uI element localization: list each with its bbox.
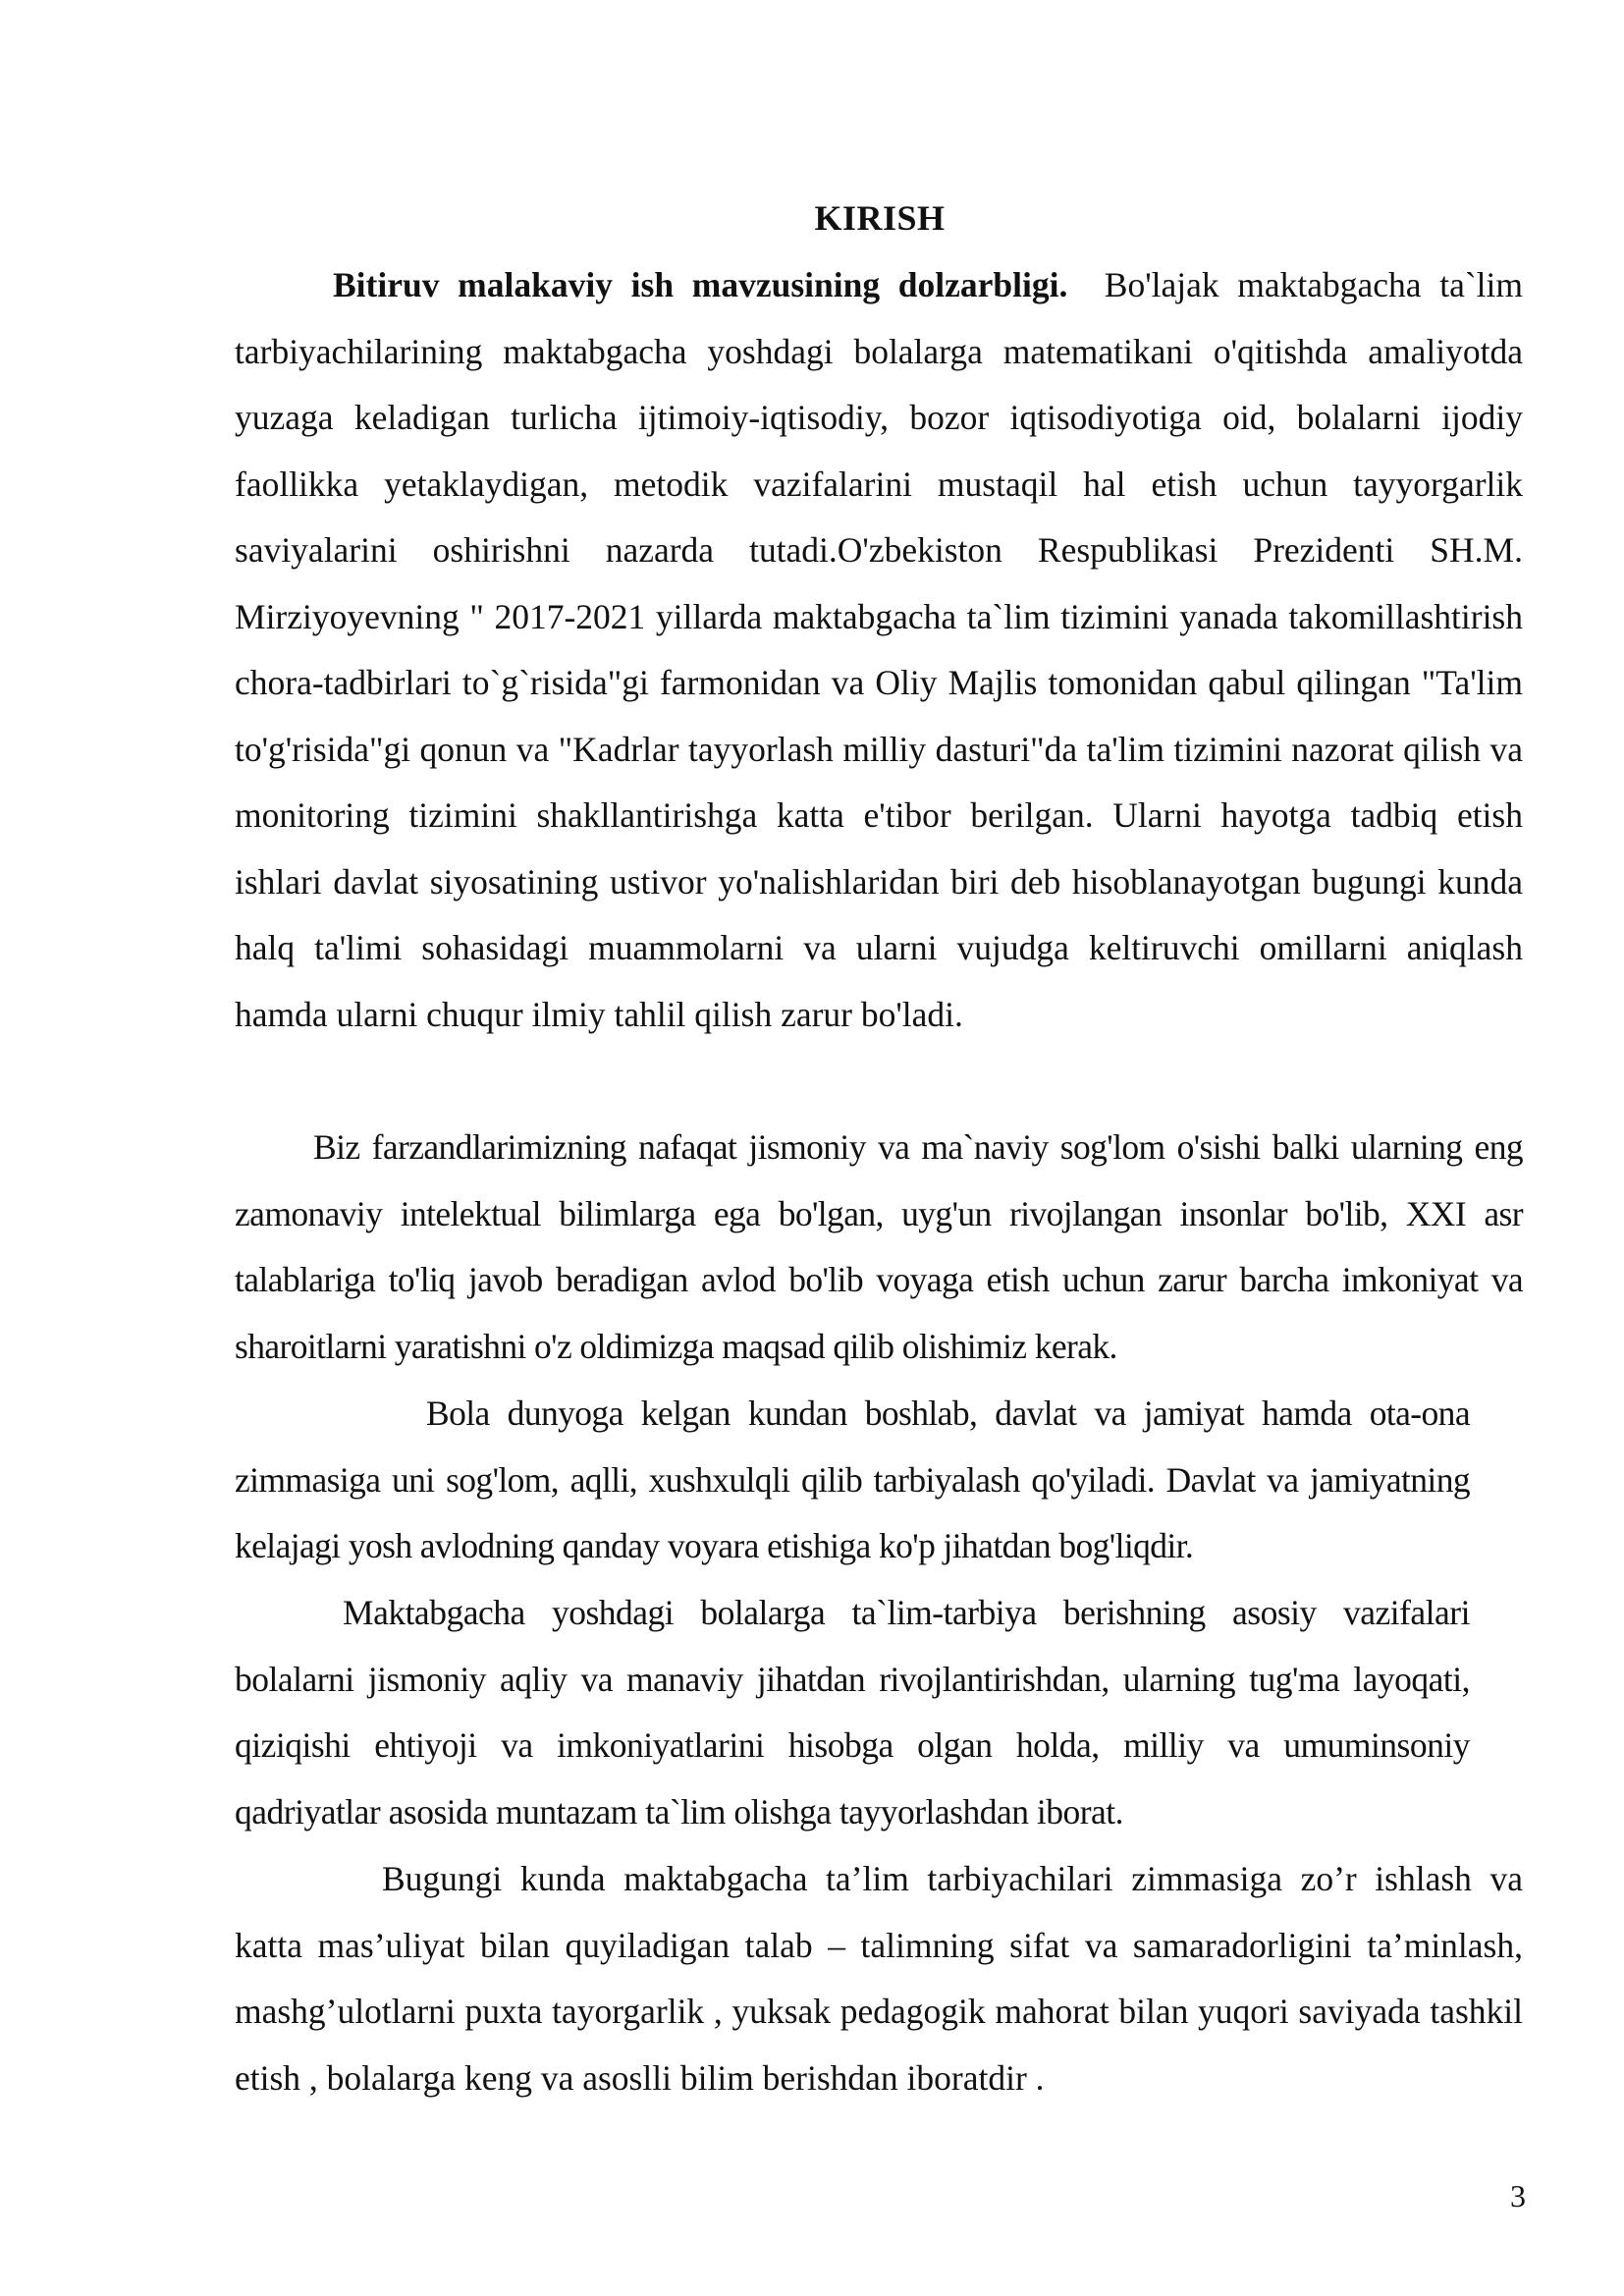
paragraph-text: Bo'lajak maktabgacha ta`lim tarbiyachilarining maktabgacha yoshdagi bolalarga matematikani o'qitishda amaliyotda yuzaga keladigan turlicha ijtimoiy-iqtisodiy, bozor iqtisodiyotiga oid, bolalarni ijodiy faollikka yetaklaydigan, metodik vazifalarini mustaqil hal etish uchun tayyorgarlik saviyalarini oshirishni nazarda tutadi.O'zbekiston Respublikasi Prezidenti SH.M. Mirziyoyevning " 2017-2021 yillarda maktabgacha ta`lim tizimini yanada takomillashtirish chora-tadbirlari to`g`risida"gi farmonidan va Oliy Majlis tomonidan qabul qilingan "Ta'lim to'g'risida"gi qonun va "Kadrlar tayyorlash milliy dasturi"da ta'lim tizimini nazorat qilish va monitoring tizimini shakllantirishga katta e'tibor berilgan. Ularni hayotga tadbiq etish ishlari davlat siyosatining ustivor yo'nalishlaridan biri deb hisoblanayotgan bugungi kunda halq ta'limi sohasidagi muammolarni va ularni vujudga keltiruvchi omillarni aniqlash hamda ularni chuqur ilmiy tahlil qilish zarur bo'ladi. bbox=[235, 265, 1523, 1034]
page-number: 3 bbox=[1510, 2178, 1526, 2214]
paragraph-children-development: Biz farzandlarimizning nafaqat jismoniy va ma`naviy sog'lom o'sishi balki ularning eng zamonaviy intelektual bilimlarga ega bo'lgan, uyg'un rivojlangan insonlar bo'lib, XXI asr talablariga to'liq javob beradigan avlod bo'lib voyaga etish uchun zarur barcha imkoniyat va sharoitlarni yaratishni o'z oldimizga maqsad qilib olishimiz kerak. bbox=[235, 1127, 1523, 1366]
paragraph-child-upbringing: Bola dunyoga kelgan kundan boshlab, davlat va jamiyat hamda ota-ona zimmasiga uni sog'lom, aqlli, xushxulqli qilib tarbiyalash qo'yiladi. Davlat va jamiyatning kelajagi yosh avlodning qanday voyara etishiga ko'p jihatdan bog'liqdir. bbox=[235, 1394, 1470, 1565]
paragraph-relevance bbox=[235, 252, 1523, 1048]
paragraph-educator-requirements: Bugungi kunda maktabgacha ta’lim tarbiyachilari zimmasiga zo’r ishlash va katta mas’uliyat bilan quyiladigan talab – talimning sifat va samaradorligini ta’minlash, mashg’ulotlarni puxta tayorgarlik , yuksak pedagogik mahorat bilan yuqori saviyada tashkil etish , bolalarga keng va asoslli bilim berishdan iboratdir . bbox=[235, 1859, 1523, 2098]
paragraph-preschool-tasks: Maktabgacha yoshdagi bolalarga ta`lim-tarbiya berishning asosiy vazifalari bolalarni jismoniy aqliy va manaviy jihatdan rivojlantirishdan, ularning tug'ma layoqati, qiziqishi ehtiyoji va imkoniyatlarini hisobga olgan holda, milliy va umuminsoniy qadriyatlar asosida muntazam ta`lim olishga tayyorlashdan iborat. bbox=[235, 1593, 1470, 1831]
section-title: KIRISH bbox=[814, 198, 946, 238]
paragraph-lead: Bitiruv malakaviy ish mavzusining dolzarbligi. bbox=[333, 265, 1068, 304]
